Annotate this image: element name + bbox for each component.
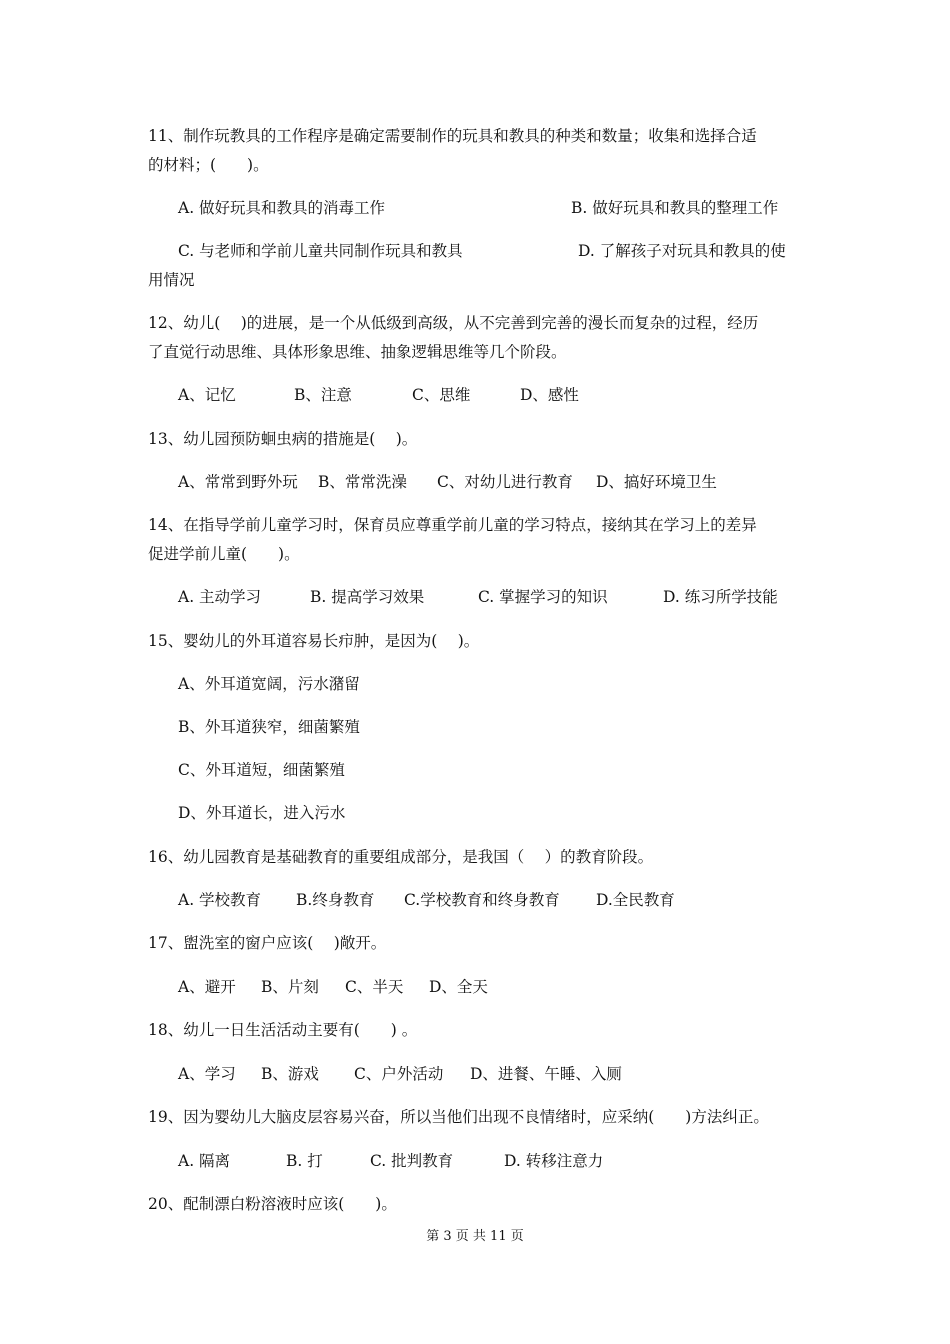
question-17-option-a: A、避开 [178, 978, 236, 996]
question-16-stem: 16、幼儿园教育是基础教育的重要组成部分，是我国（ ）的教育阶段。 [148, 848, 654, 866]
question-14-option-d: D. 练习所学技能 [663, 588, 778, 606]
question-15-option-d: D、外耳道长，进入污水 [178, 804, 346, 822]
question-15-option-b: B、外耳道狭窄，细菌繁殖 [178, 718, 360, 736]
question-19-option-b: B. 打 [286, 1152, 323, 1170]
question-12-stem-line-1: 12、幼儿( )的进展，是一个从低级到高级，从不完善到完善的漫长而复杂的过程，经历 [148, 314, 759, 332]
question-13-option-a: A、常常到野外玩 [178, 473, 298, 491]
question-11-option-a: A. 做好玩具和教具的消毒工作 [178, 199, 386, 217]
question-15-option-c: C、外耳道短，细菌繁殖 [178, 761, 345, 779]
question-11-option-d: D. 了解孩子对玩具和教具的使 [578, 242, 786, 260]
question-11-stem-line-1: 11、制作玩教具的工作程序是确定需要制作的玩具和教具的种类和数量；收集和选择合适 [148, 127, 757, 145]
question-14-option-b: B. 提高学习效果 [310, 588, 425, 606]
question-11-stem-line-2: 的材料；( )。 [148, 156, 269, 174]
question-18-option-b: B、游戏 [261, 1065, 319, 1083]
question-14-option-a: A. 主动学习 [178, 588, 262, 606]
question-13-option-c: C、对幼儿进行教育 [437, 473, 573, 491]
question-18-option-a: A、学习 [178, 1065, 236, 1083]
question-19-option-c: C. 批判教育 [370, 1152, 454, 1170]
question-18-option-d: D、进餐、午睡、入厕 [470, 1065, 622, 1083]
question-15-option-a: A、外耳道宽阔，污水潴留 [178, 675, 360, 693]
page-number: 第 3 页 共 11 页 [426, 1229, 524, 1244]
question-19-stem: 19、因为婴幼儿大脑皮层容易兴奋，所以当他们出现不良情绪时，应采纳( )方法纠正。 [148, 1108, 769, 1126]
question-13-option-d: D、搞好环境卫生 [596, 473, 717, 491]
question-15-stem: 15、婴幼儿的外耳道容易长疖肿，是因为( )。 [148, 632, 480, 650]
question-17-option-d: D、全天 [429, 978, 488, 996]
question-18-stem: 18、幼儿一日生活活动主要有( ) 。 [148, 1021, 418, 1039]
question-17-stem: 17、盥洗室的窗户应该( )敞开。 [148, 934, 387, 952]
question-18-option-c: C、户外活动 [354, 1065, 444, 1083]
question-17-option-b: B、片刻 [261, 978, 319, 996]
question-11-option-d-continued: 用情况 [148, 271, 195, 289]
question-13-stem: 13、幼儿园预防蛔虫病的措施是( )。 [148, 430, 418, 448]
question-11-option-b: B. 做好玩具和教具的整理工作 [571, 199, 779, 217]
question-14-stem-line-1: 14、在指导学前儿童学习时，保育员应尊重学前儿童的学习特点，接纳其在学习上的差异 [148, 516, 757, 534]
question-12-option-b: B、注意 [294, 386, 352, 404]
question-12-option-d: D、感性 [520, 386, 579, 404]
question-12-stem-line-2: 了直觉行动思维、具体形象思维、抽象逻辑思维等几个阶段。 [148, 343, 567, 361]
question-14-stem-line-2: 促进学前儿童( )。 [148, 545, 300, 563]
question-20-stem: 20、配制漂白粉溶液时应该( )。 [148, 1195, 397, 1213]
question-14-option-c: C. 掌握学习的知识 [478, 588, 608, 606]
question-16-option-b: B.终身教育 [296, 891, 375, 909]
question-16-option-c: C.学校教育和终身教育 [404, 891, 560, 909]
question-11-option-c: C. 与老师和学前儿童共同制作玩具和教具 [178, 242, 463, 260]
question-19-option-a: A. 隔离 [178, 1152, 231, 1170]
question-17-option-c: C、半天 [345, 978, 404, 996]
question-19-option-d: D. 转移注意力 [504, 1152, 604, 1170]
question-12-option-a: A、记忆 [178, 386, 236, 404]
question-12-option-c: C、思维 [412, 386, 471, 404]
question-16-option-d: D.全民教育 [596, 891, 675, 909]
question-16-option-a: A. 学校教育 [178, 891, 262, 909]
question-13-option-b: B、常常洗澡 [318, 473, 407, 491]
